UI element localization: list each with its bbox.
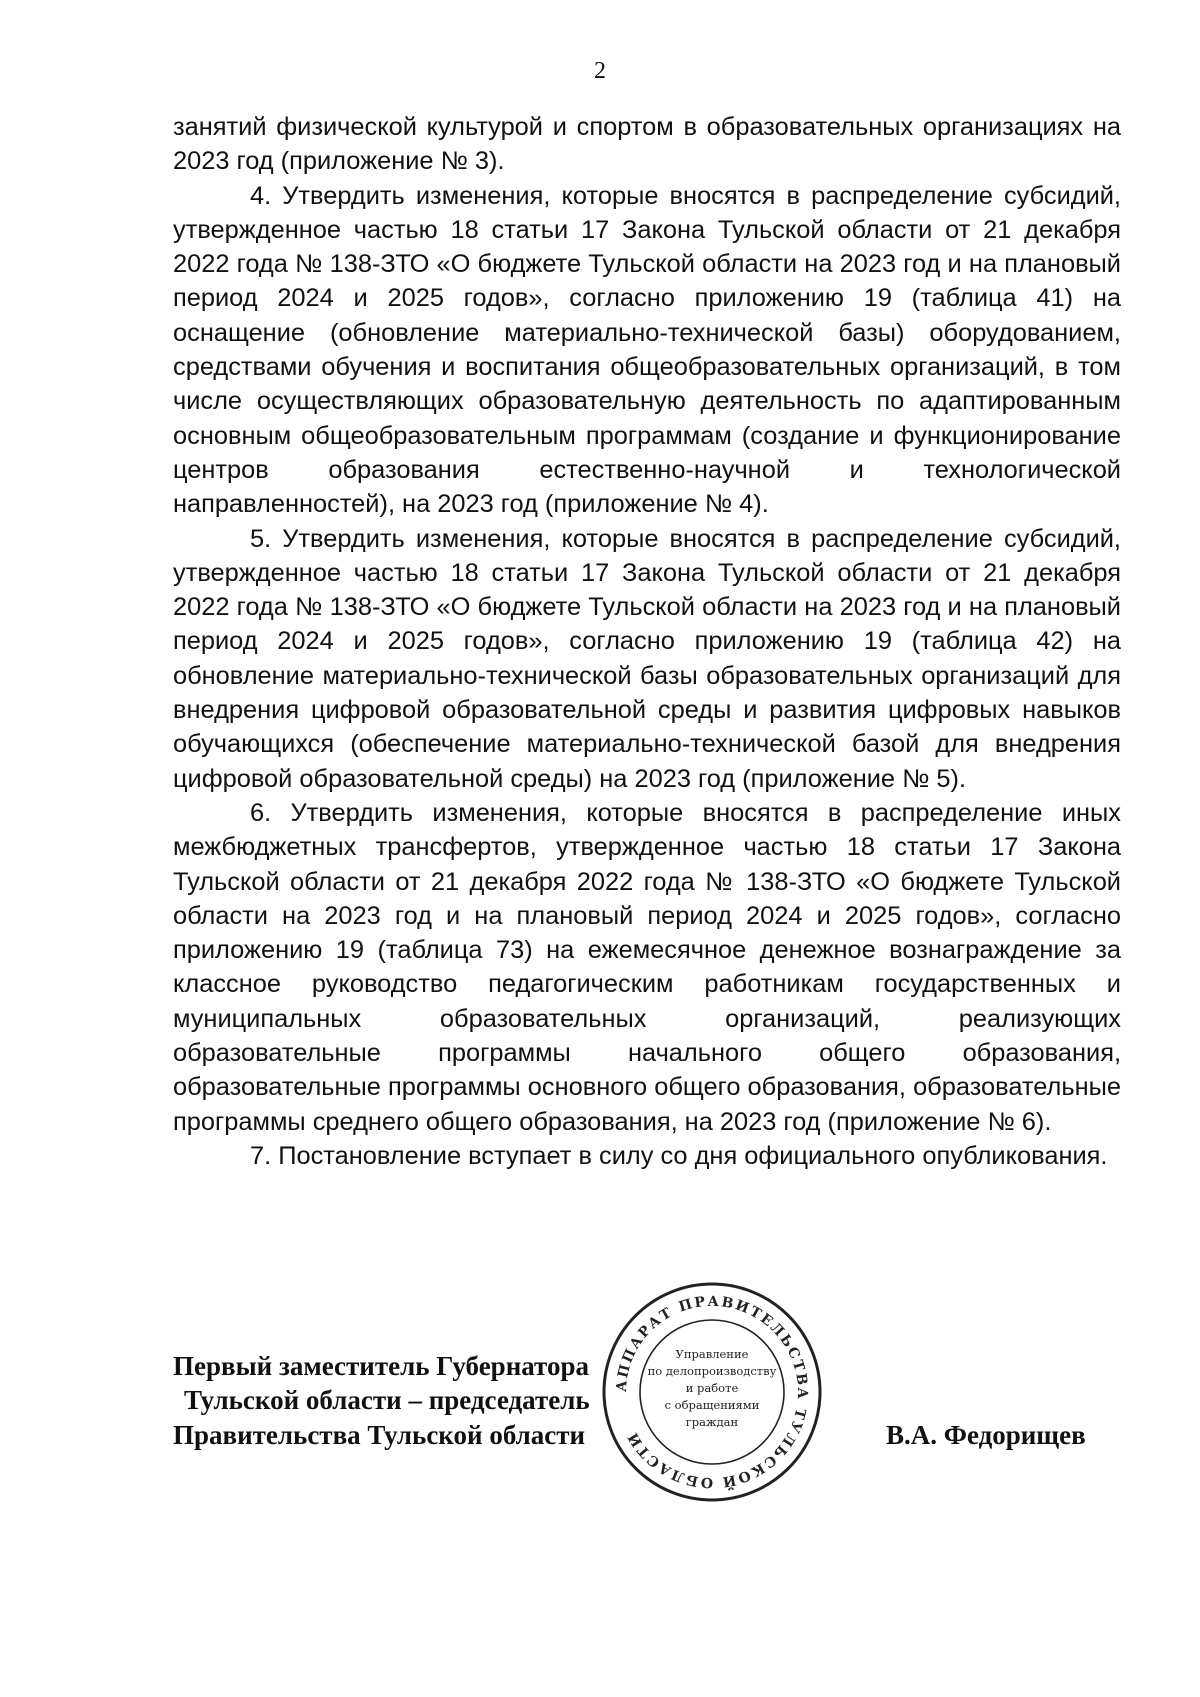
page-number: 2 <box>594 58 606 84</box>
svg-text:граждан: граждан <box>685 1415 739 1429</box>
seal-graphic <box>600 1278 824 1506</box>
svg-text:Управление: Управление <box>675 1347 749 1361</box>
paragraph-item-7: 7. Постановление вступает в силу со дня официального опубликования. <box>250 1141 1108 1170</box>
paragraph-item-4: 4. Утвердить изменения, которые вносятся в распределение субсидий, утвержденное частью 18 статьи 17 Закона Тульской области от 21 декабря 2022 года № 138-ЗТО «О бюджете Тульской области на 2023 год и на плановый период 2024 и 2025 годов», согласно приложению 19 (таблица 41) на оснащение (обновление материально-технической базы) оборудованием, средствами обучения и воспитания общеобразовательных организаций, в том числе осуществляющих образовательную деятельность по адаптированным основным общеобразовательным программам (создание и функционирование центров образования естественно-научной и технологической направленностей), на 2023 год (приложение № 4). <box>173 181 1121 519</box>
official-seal-stamp <box>600 1278 824 1506</box>
signatory-title-line-3: Правительства Тульской области <box>173 1420 586 1450</box>
svg-text:с обращениями: с обращениями <box>664 1398 760 1412</box>
seal-center-text <box>648 1347 777 1429</box>
signatory-title-line-1: Первый заместитель Губернатора <box>173 1351 589 1381</box>
paragraph-continuation: занятий физической культурой и спортом в образовательных организациях на 2023 год (приложение № 3). <box>173 113 1121 176</box>
svg-text:и работе: и работе <box>685 1381 739 1395</box>
signatory-title-line-2: Тульской области – председатель <box>184 1385 590 1415</box>
document-body <box>173 110 1121 1173</box>
signatory-name: В.А. Федорищев <box>886 1420 1086 1450</box>
seal-ring-text: АППАРАТ ПРАВИТЕЛЬСТВА ТУЛЬСКОЙ ОБЛАСТИ <box>613 1293 811 1491</box>
svg-text:по делопроизводству: по делопроизводству <box>647 1364 777 1378</box>
paragraph-item-6: 6. Утвердить изменения, которые вносятся в распределение иных межбюджетных трансфертов, утвержденное частью 18 статьи 17 Закона Тульской области от 21 декабря 2022 года № 138-ЗТО «О бюджете Тульской области на 2023 год и на плановый период 2024 и 2025 годов», согласно приложению 19 (таблица 73) на ежемесячное денежное вознаграждение за классное руководство педагогическим работникам государственных и муниципальных образовательных организаций, реализующих образовательные программы начального общего образования, образовательные программы основного общего образования, образовательные программы среднего общего образования, на 2023 год (приложение № 6). <box>173 798 1121 1136</box>
paragraph-item-5: 5. Утвердить изменения, которые вносятся в распределение субсидий, утвержденное частью 18 статьи 17 Закона Тульской области от 21 декабря 2022 года № 138-ЗТО «О бюджете Тульской области на 2023 год и на плановый период 2024 и 2025 годов», согласно приложению 19 (таблица 42) на обновление материально-технической базы образовательных организаций для внедрения цифровой образовательной среды и развития цифровых навыков обучающихся (обеспечение материально-технической базой для внедрения цифровой образовательной среды) на 2023 год (приложение № 5). <box>173 524 1121 793</box>
